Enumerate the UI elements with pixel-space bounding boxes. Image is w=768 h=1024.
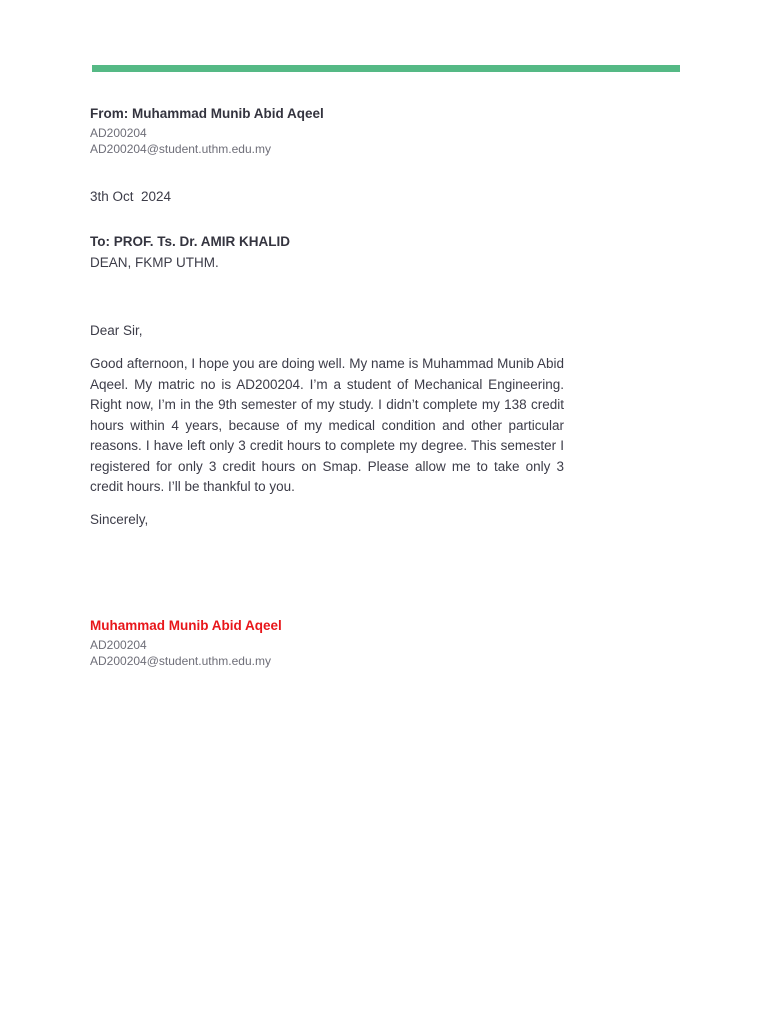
signature-name: Muhammad Munib Abid Aqeel [90, 618, 282, 633]
signature-email: AD200204@student.uthm.edu.my [90, 654, 271, 668]
recipient-to-line: To: PROF. Ts. Dr. AMIR KHALID [90, 234, 290, 249]
salutation: Dear Sir, [90, 323, 143, 338]
sender-email: AD200204@student.uthm.edu.my [90, 142, 271, 156]
letter-date: 3th Oct 2024 [90, 189, 172, 204]
closing: Sincerely, [90, 512, 149, 527]
letter-body: Good afternoon, I hope you are doing well. My name is Muhammad Munib Abid Aqeel. My matric no is AD200204. I’m a student of Mechanical Engineering. Right now, I’m in the 9th semester of my study. I didn’t complete my 138 credit hours within 4 years, because of my medical condition and other particular reasons. I have left only 3 credit hours to complete my degree. This semester I registered for only 3 credit hours on Smap. Please allow me to take only 3 credit hours. I’ll be thankful to you. [90, 356, 564, 494]
signature-id: AD200204 [90, 638, 147, 652]
header-accent-rule [92, 65, 680, 72]
recipient-title: DEAN, FKMP UTHM. [90, 255, 219, 270]
sender-from-line: From: Muhammad Munib Abid Aqeel [90, 106, 324, 121]
sender-id: AD200204 [90, 126, 147, 140]
